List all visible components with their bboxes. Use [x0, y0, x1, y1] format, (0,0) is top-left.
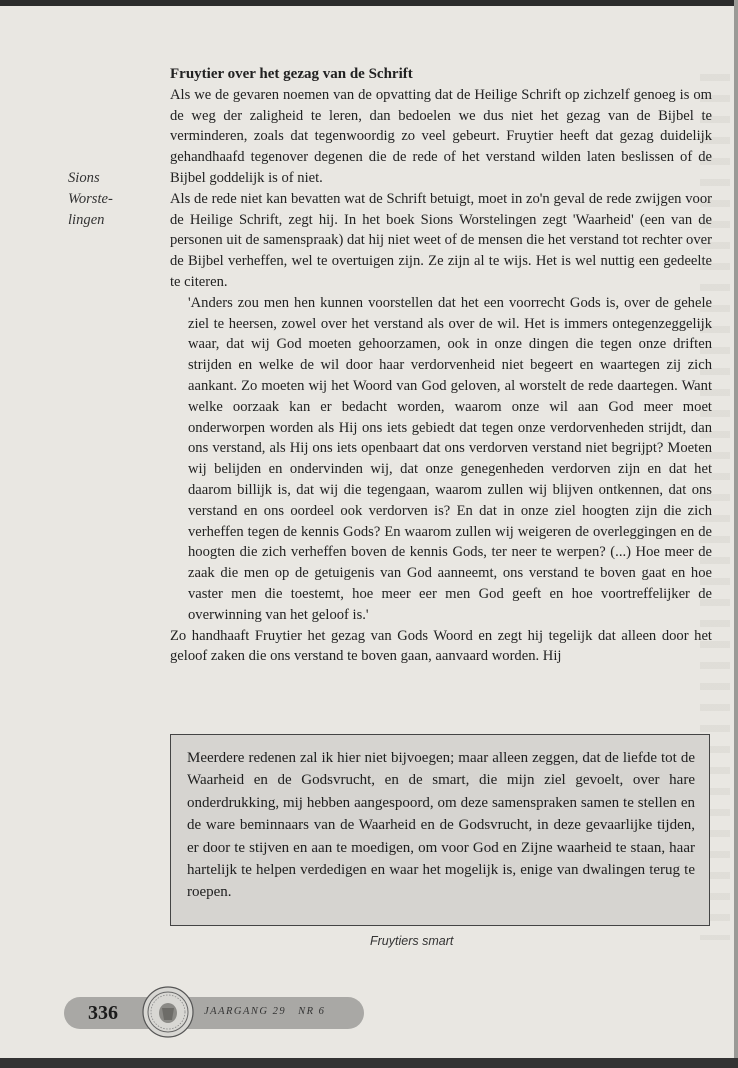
footer-issue: NR 6: [298, 1006, 326, 1017]
margin-note: [68, 168, 158, 231]
page-number: 336: [88, 1002, 118, 1024]
article-paragraph: Als de rede niet kan bevatten wat de Schrift betuigt, moet in zo'n geval de rede zwijgen voor de Heilige Schrift, zegt hij. In het boek Sions Worstelingen zegt 'Waarheid' (een van de personen uit de samenspraak) dat hij niet weet of de mensen die het verstand tot rechter over de Bijbel verheffen, wel te overtuigen zijn. Ze zijn al te wijs. Het is wel nuttig een gedeelte te citeren.: [170, 190, 712, 290]
margin-note-line: lingen: [68, 212, 105, 228]
margin-note-line: Sions: [68, 170, 100, 186]
quote-box: [170, 734, 710, 926]
page-edge-top: [0, 0, 738, 6]
page-edge-right: [734, 0, 738, 1068]
block-quote: 'Anders zou men hen kunnen voorstellen dat het een voorrecht Gods is, over de gehele ziel te heersen, zowel over het verstand als over de wil. Het is immers ontegenzeggelijk waar, dat wij God moeten gehoorzamen, ook in onze dingen die tegen onze driften strijden en welke de wil door haar verdorvenheid niet begeert en waartegen zij zich aankant. Zo moeten wij het Woord van God geloven, al worstelt de rede daartegen. Want welke oorzaak kan er bedacht worden, waarom onze wil aan God meer moet onderworpen worden als Hij ons iets gebiedt dat tegen onze verdorvenheden strijdt, dan ons verstand, als Hij ons iets openbaart dat ons verdorven verstand niet begrijpt? Moeten wij belijden en ondervinden wij, dat onze genegenheden verdorven zijn en dat het daarom billijk is, dat wij die tegengaan, waarom zullen wij blijven ontkennen, dat ons verstand en ons oordeel ook verdorven is? En dat in onze ziel hoogten zijn die zich verheffen tegen de kennis Gods? En waarom zullen wij weigeren de overleggingen en de hoogten die zich verheffen boven de kennis Gods, ter neer te werpen? (...) Hoe meer de zaak die men op de getuigenis van God aanneemt, ons verstand te boven gaat en hoe vaster men die toestemt, hoe meer eer men God geeft en hoe voortreffelijker de overwinning van het geloof is.': [188, 294, 712, 623]
article-paragraph: Als we de gevaren noemen van de opvatting dat de Heilige Schrift op zichzelf genoeg is om de weg der zaligheid te leren, dan bedoelen we dus niet het gezag van de Bijbel te verminderen, zoals dat tegenwoordig zo veel gebeurt. Fruytier heeft dat gezag duidelijk gehandhaafd tegenover degenen die de rede of het verstand wilden laten beslissen of de Bijbel goddelijk is of niet.: [170, 86, 712, 186]
footer-volume: JAARGANG 29: [204, 1006, 287, 1017]
page-edge-bottom: [0, 1058, 738, 1068]
article-paragraph: Zo handhaaft Fruytier het gezag van Gods Woord en zegt hij tegelijk dat alleen door het geloof zaken die ons verstand te boven gaan, aanvaard worden. Hij: [170, 627, 712, 665]
footer-text: [204, 1006, 325, 1017]
article-body: [170, 64, 712, 667]
quote-box-text: Meerdere redenen zal ik hier niet bijvoegen; maar alleen zeggen, dat de liefde tot de Waarheid en de Godsvrucht, en de smart, die mijn ziel gevoelt, over hare onderdrukking, mij hebben aangespoord, om deze samenspraken samen te stellen en de ware beminnaars van de Waarheid en de Godsvrucht, in deze gevaarlijke tijden, er door te stijven en aan te moedigen, om voor God en Zijne waarheid te staan, haar hartelijk te helpen verdedigen en waar het mogelijk is, enige van dwalingen terug te roepen.: [187, 750, 695, 901]
caption: Fruytiers smart: [370, 934, 454, 948]
article-heading: Fruytier over het gezag van de Schrift: [170, 66, 413, 82]
margin-note-line: Worste-: [68, 191, 113, 207]
seal-emblem-icon: [142, 986, 194, 1038]
